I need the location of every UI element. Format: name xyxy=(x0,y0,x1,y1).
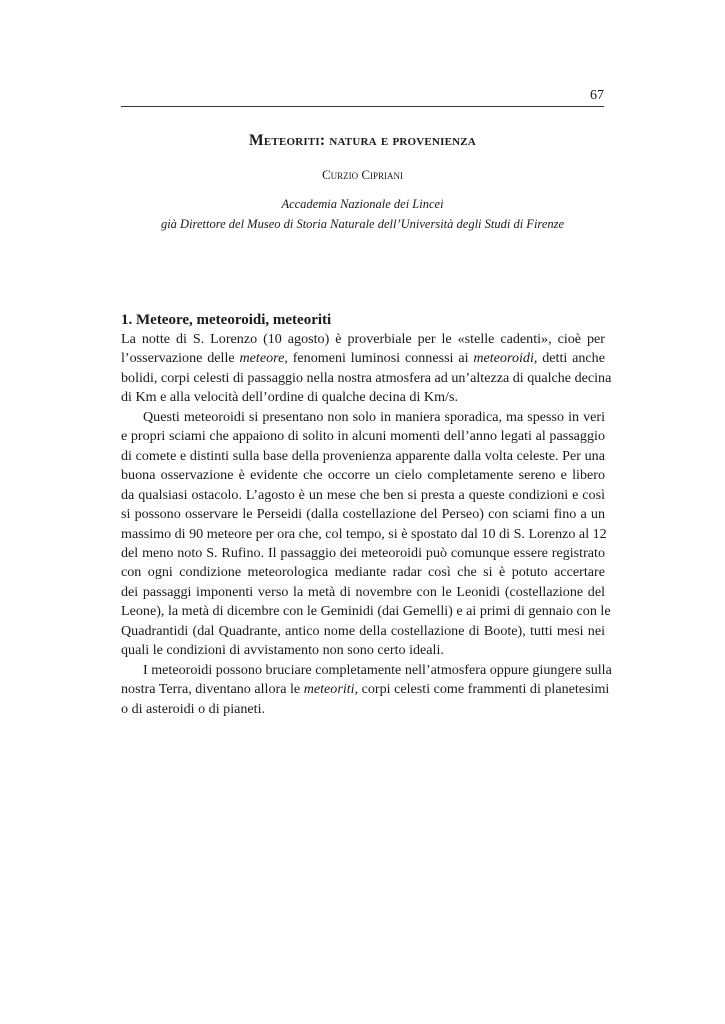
section-heading: 1. Meteore, meteoroidi, meteoriti xyxy=(121,312,332,328)
text-line: e propri sciami che appaiono di solito in alcuni momenti dell’anno legati al passaggio xyxy=(121,428,605,445)
term-meteoriti: meteoriti xyxy=(303,681,355,698)
author-affiliation-museum: già Direttore del Museo di Storia Naturale dell’Università degli Studi di Firenze xyxy=(160,217,565,231)
text-line: Questi meteoroidi si presentano non solo in maniera sporadica, ma spesso in veri xyxy=(143,408,605,425)
header-rule xyxy=(121,106,604,107)
text-line: quali le condizioni di avvistamento non sono certo ideali. xyxy=(121,642,444,659)
term-meteoroidi: meteoroidi xyxy=(473,350,534,367)
text-line xyxy=(121,680,610,699)
text-line: buona osservazione è evidente che occorre un cielo completamente sereno e libero xyxy=(121,467,605,484)
text-run: l’osservazione delle xyxy=(121,350,240,367)
text-line: bolidi, corpi celesti di passaggio nella nostra atmosfera ad un’altezza di qualche decina xyxy=(121,369,612,386)
text-line: La notte di S. Lorenzo (10 agosto) è proverbiale per le «stelle cadenti», cioè per xyxy=(121,331,605,347)
text-line: dei passaggi imponenti verso la metà di novembre con le Leonidi (costellazione del xyxy=(121,583,605,600)
text-run: , corpi celesti come frammenti di planetesimi xyxy=(354,681,610,698)
article-author: Curzio Cipriani xyxy=(321,167,404,182)
text-line: di comete e distinti sulla base della provenienza apparente dalla volta celeste. Per una xyxy=(121,447,605,464)
text-run: , detti anche xyxy=(533,350,605,367)
text-line: si possono osservare le Perseidi (dalla costellazione del Perseo) con sciami fino a un xyxy=(121,506,605,523)
paragraph-1 xyxy=(121,330,612,408)
text-line: Quadrantidi (dal Quadrante, antico nome della costellazione di Boote), tutti mesi nei xyxy=(121,622,605,639)
section-body xyxy=(121,330,612,719)
paragraph-2 xyxy=(121,408,611,661)
text-line: I meteoroidi possono bruciare completamente nell’atmosfera oppure giungere sulla xyxy=(143,661,612,678)
text-line: di Km e alla velocità dell’ordine di qualche decina di Km/s. xyxy=(121,389,458,406)
text-line xyxy=(121,349,605,368)
article-title: Meteoriti: natura e provenienza xyxy=(249,132,476,149)
text-line: massimo di 90 meteore per ora che, col tempo, si è spostato dal 10 di S. Lorenzo al 12 xyxy=(121,525,607,542)
term-meteore: meteore xyxy=(239,350,285,367)
text-line: da qualsiasi ostacolo. L’agosto è un mese che ben si presta a queste condizioni e così xyxy=(121,486,605,503)
text-line: del meno noto S. Rufino. Il passaggio dei meteoroidi può comunque essere registrato xyxy=(121,544,605,561)
text-line: Leone), la metà di dicembre con le Geminidi (dai Gemelli) e ai primi di gennaio con le xyxy=(121,603,611,620)
paragraph-3 xyxy=(121,661,612,719)
text-run: nostra Terra, diventano allora le xyxy=(121,681,304,698)
text-line: o di asteroidi o di pianeti. xyxy=(121,700,266,717)
author-affiliation-academy: Accademia Nazionale dei Lincei xyxy=(281,197,444,211)
text-line: con ogni condizione meteorologica mediante radar così che si è potuto accertare xyxy=(121,564,605,581)
text-run: , fenomeni luminosi connessi ai xyxy=(284,350,474,367)
page-number: 67 xyxy=(590,88,604,103)
